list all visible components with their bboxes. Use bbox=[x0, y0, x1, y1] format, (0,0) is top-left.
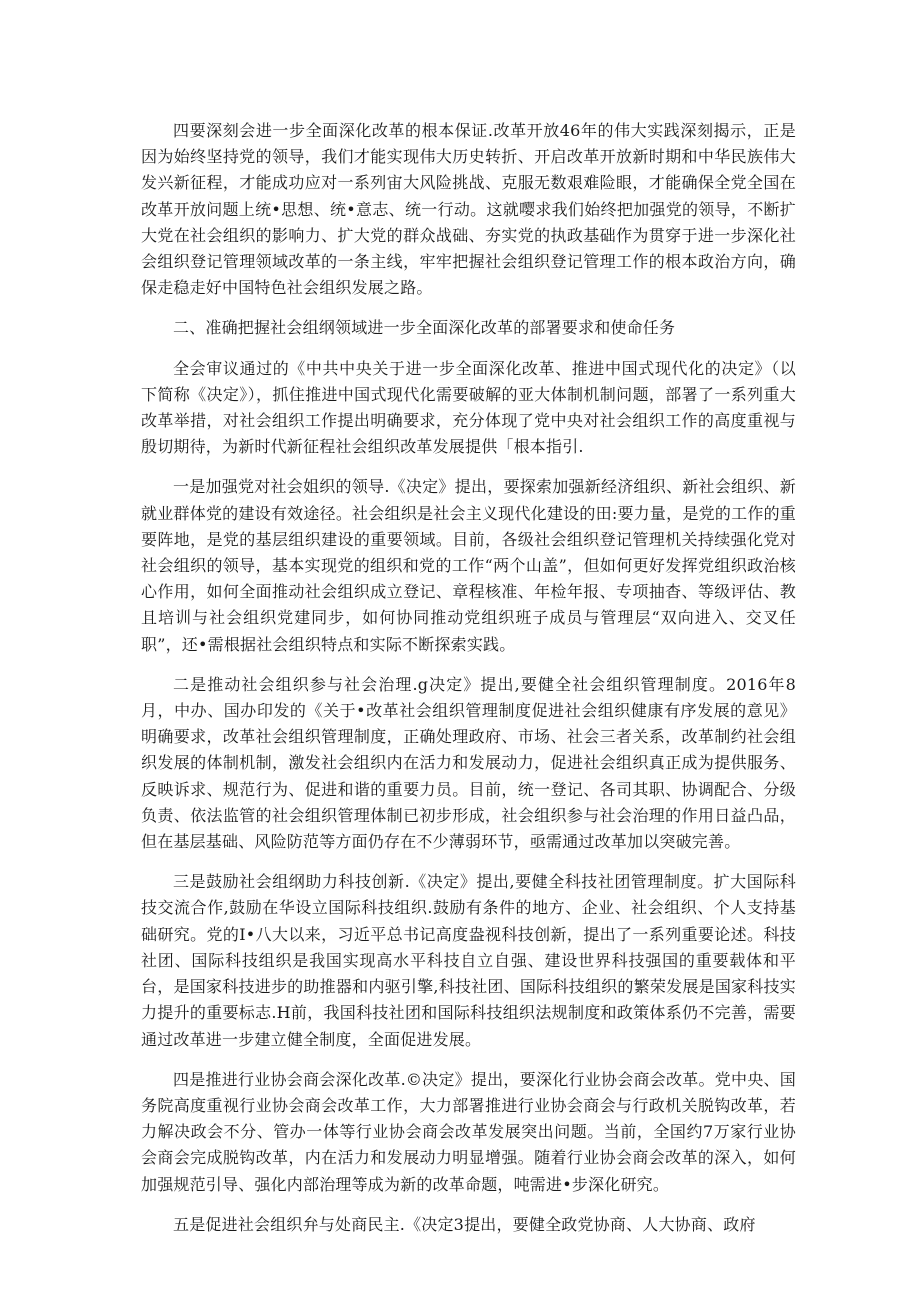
paragraph-point-5: 五是促进社会组织弁与处商民主.《决定3提出，要健全政党协商、人大协商、政府 bbox=[173, 1214, 756, 1234]
section-heading-2: 二、准确把握社会组纲领域进一步全面深化改革的部署要求和使命任务 bbox=[173, 318, 676, 338]
paragraph-plenum-decision: 全会审议通过的《中共中央关于进一步全面深化改革、推进中国式现代化的决定》（以下简称《决定》），抓住推进中国式现代化需要破解的亚大体制机制问题，部署了一系列重大改革举措，对社会组织工作提出明确要求，充分体现了党中央对社会组织工作的高度重视与殷切期待，为新时代新征程社会组织改革发展提供「根本指引. bbox=[141, 358, 796, 457]
document-page bbox=[141, 118, 796, 1252]
paragraph-point-3: 三是鼓励社会组纲助力科技创新.《决定》提出,要健全科技社团管理制度。扩大国际科技交流合作,鼓励在华设立国际科技组织.鼓励有条件的地方、企业、社会组织、个人支持基础研究。党的I•八大以来，习近平总书记高度盎视科技创新，提出了一系列重要论述。科技社团、国际科技组织是我国实现高水平科技自立自强、建设世界科技强国的重要载体和平台，是国家科技进步的助推器和内驱引擎,科技社团、国际科技组织的繁荣发展是国家科技实力提升的重要标志.H前，我国科技社团和国际科技组织法规制度和政策体系仍不完善，需要通过改革进一步建立健全制度，全面促进发展。 bbox=[141, 872, 796, 1049]
paragraph-point-4: 四是推进行业协会商会深化改革.©决定》提出，要深化行业协会商会改革。党中央、国务院高度重视行业协会商会改革工作，大力部署推进行业协会商会与行政机关脱钩改革，若力解决政会不分、管办一体等行业协会商会改革发展突出问题。当前，全国约7万家行业协会商会完成脱钩改革，内在活力和发展动力明显增强。随着行业协会商会改革的深入，如何加强规范引导、强化内部治理等成为新的改革命题，吨需进•步深化研究。 bbox=[141, 1069, 796, 1194]
paragraph-party-leadership: 四要深刻会进一步全面深化改革的根本保证.改革开放46年的伟大实践深刻揭示，正是因为始终坚持党的领导，我们才能实现伟大历史转折、开启改革开放新时期和中华民族伟大发兴新征程，才能成功应对一系列宙大风险挑战、克服无数艰难险眼，才能确保全党全国在改革开放问题上统•思想、统•意志、统一行动。这就嘤求我们始终把加强党的领导，不断扩大党在社会组织的影响力、扩大党的群众战础、夯实党的执政基础作为贯穿于进一步深化社会组织登记管理领域改革的一条主线，牢牢把握社会组织登记管理工作的根本政治方向，确保走稳走好中国特色社会组织发展之路。 bbox=[141, 121, 796, 298]
paragraph-point-2: 二是推动社会组织参与社会治理.g决定》提出,要健全社会组织管理制度。2016年8月，中办、国办印发的《关于•改革社会组织管理制度促进社会组织健康有序发展的意见》明确要求，改革社会组织管理制度，正确处理政府、市场、社会三者关系，改革制约社会组织发展的体制机制，激发社会组织内在活力和发展动力，促进社会组织真正成为提供服务、反映诉求、规范行为、促进和谐的重要力员。目前，统一登记、各司其职、协调配合、分级负责、依法监管的社会组织管理体制已初步形成，社会组织参与社会治理的作用日益凸品，但在基层基础、风险防范等方面仍存在不少薄弱环节，亟需通过改革加以突破完善。 bbox=[141, 674, 796, 852]
paragraph-point-1: 一是加强党对社会姐织的领导.《决定》提出，要探索加强新经济组织、新社会组织、新就业群体党的建设有效途径。社会组织是社会主义现代化建设的田:要力量，是党的工作的重要阵地，是党的基层组织建设的重要领域。目前，各级社会组织登记管理机关持续强化党对社会组织的领导，基本实现党的组织和党的工作“两个山盖”，但如何更好发挥党组织政治核心作用，如何全面推动社会组织成立登记、章程核准、年检年报、专项抽杳、等级评估、教且培训与社会组织党建同步，如何协同推动党组织班子成员与管理层“双向进入、交叉任职”，还•需根据社会组织特点和实际不断探索实践。 bbox=[141, 477, 796, 654]
